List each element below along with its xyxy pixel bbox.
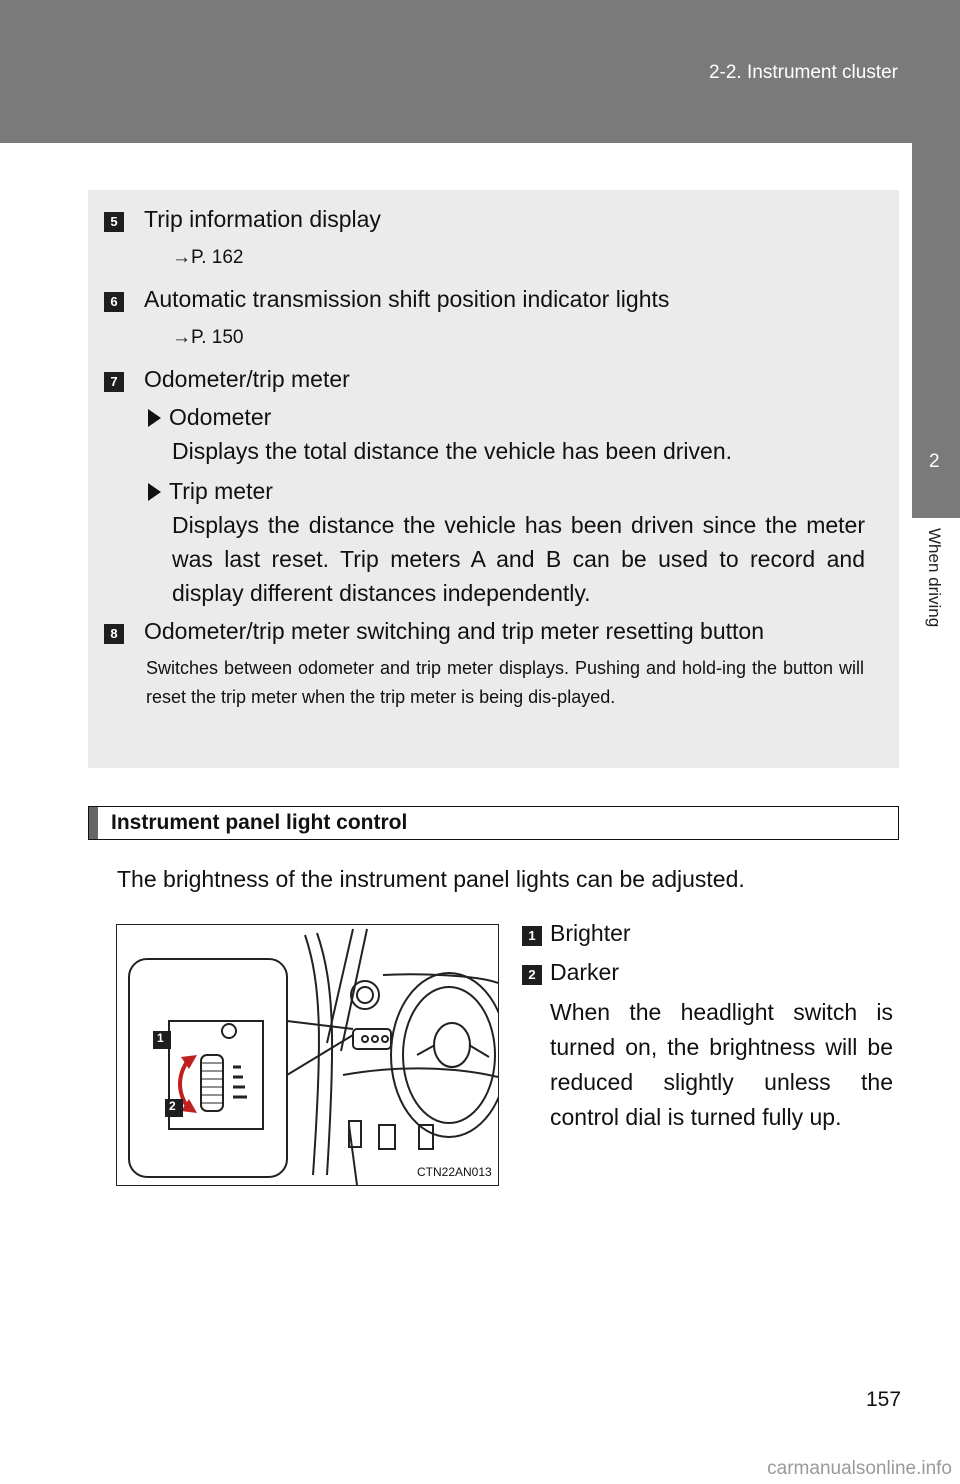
- section-title: 2-2. Instrument cluster: [708, 62, 898, 83]
- legend-brighter: Brighter: [550, 920, 631, 946]
- item-number-5: 5: [104, 212, 124, 232]
- item-title-trip-info: Trip information display: [144, 206, 381, 232]
- chapter-title: When driving: [925, 528, 944, 628]
- legend-number-1: 1: [522, 926, 542, 946]
- chapter-tab-label: [912, 520, 960, 660]
- item-title-odometer-trip: Odometer/trip meter: [144, 366, 350, 392]
- odometer-description: Displays the total distance the vehicle has been driven.: [172, 438, 732, 464]
- info-panel: [88, 190, 899, 768]
- chapter-tab: [912, 143, 960, 518]
- heading-accent-bar: [89, 807, 98, 839]
- bullet-label: Trip meter: [169, 478, 273, 504]
- page-reference: →P. 150: [172, 327, 244, 348]
- page-reference: →P. 162: [172, 247, 244, 268]
- trip-meter-description: Displays the distance the vehicle has been driven since the meter was last reset. Trip meters A and B can be used to record and display different distances independently.: [172, 512, 865, 606]
- item-title-shift-indicator: Automatic transmission shift position indicator lights: [144, 286, 670, 312]
- callout-2: 2: [169, 1099, 176, 1113]
- triangle-bullet-icon: [148, 409, 161, 427]
- triangle-bullet-icon: [148, 483, 161, 501]
- bullet-label: Odometer: [169, 404, 272, 430]
- section-heading-title: Instrument panel light control: [111, 811, 408, 834]
- page-header: [0, 0, 960, 143]
- item-number-6: 6: [104, 292, 124, 312]
- reset-button-description: Switches between odometer and trip meter displays. Pushing and hold-ing the button will reset the trip meter when the trip meter is being dis-played.: [146, 658, 864, 707]
- dashboard-illustration: [116, 924, 499, 1186]
- chapter-number: 2: [929, 451, 940, 472]
- headlight-note: When the headlight switch is turned on, the brightness will be reduced slightly unless the control dial is turned fully up.: [550, 999, 893, 1130]
- section-intro: The brightness of the instrument panel lights can be adjusted.: [117, 866, 745, 892]
- watermark: carmanualsonline.info: [767, 1458, 952, 1479]
- figure-code: CTN22AN013: [417, 1165, 492, 1179]
- bullet-trip-meter: [148, 478, 273, 505]
- item-number-8: 8: [104, 624, 124, 644]
- legend-number-2: 2: [522, 965, 542, 985]
- callout-1: 1: [157, 1031, 164, 1045]
- item-number-7: 7: [104, 372, 124, 392]
- section-heading: [88, 806, 899, 840]
- page-number: 157: [866, 1388, 902, 1411]
- legend-darker: Darker: [550, 959, 620, 985]
- item-title-reset-button: Odometer/trip meter switching and trip meter resetting button: [144, 618, 765, 644]
- instrument-panel-drawing: [117, 925, 498, 1185]
- bullet-odometer: [148, 404, 271, 431]
